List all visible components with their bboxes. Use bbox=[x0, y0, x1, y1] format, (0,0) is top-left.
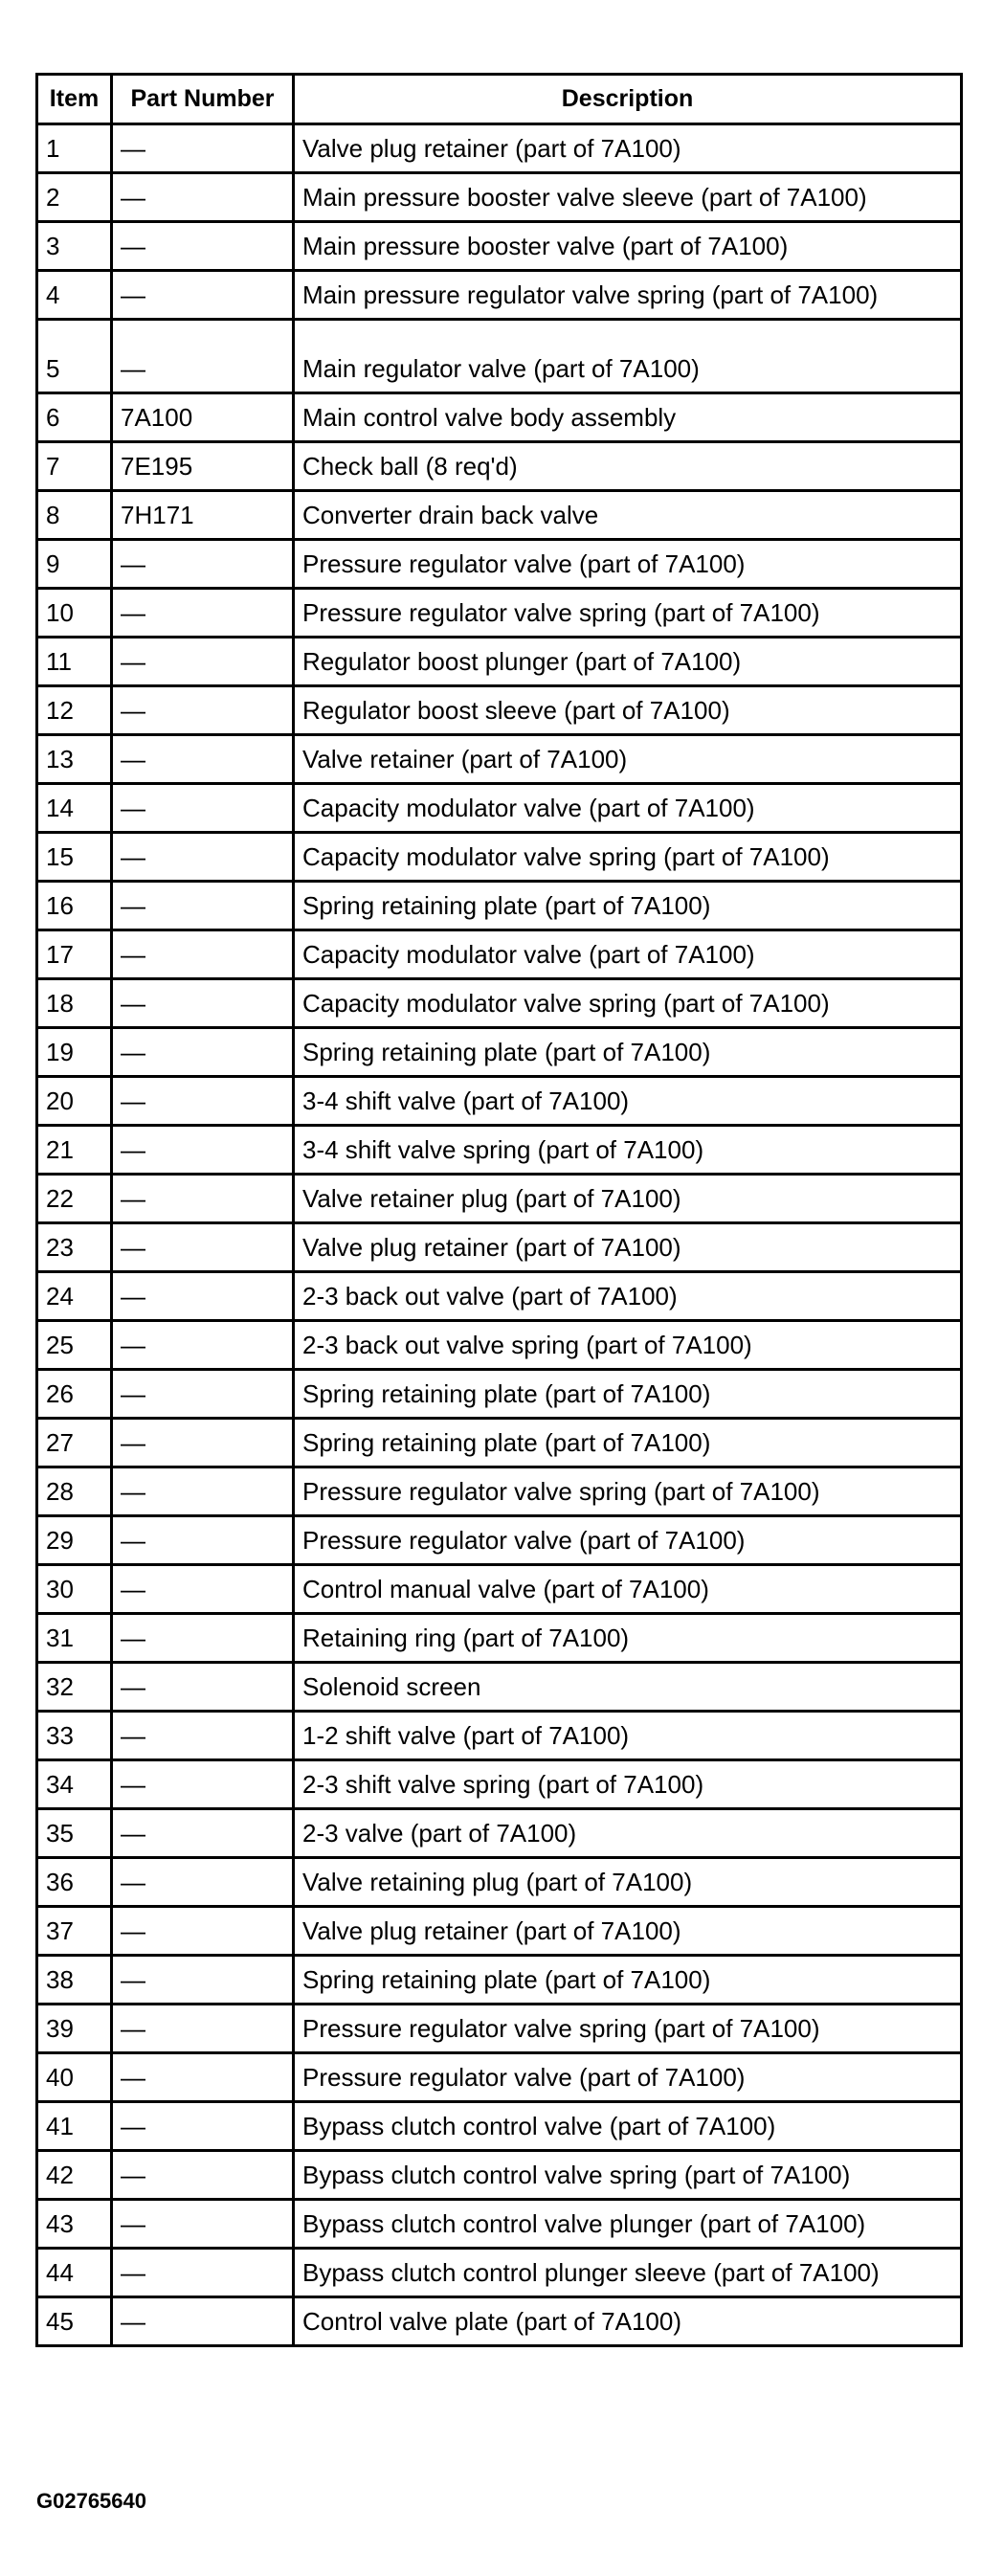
table-row bbox=[37, 1614, 962, 1663]
table-row bbox=[37, 1663, 962, 1712]
item-cell: 16 bbox=[37, 882, 112, 930]
part-number-cell: — bbox=[112, 589, 294, 638]
table-row bbox=[37, 124, 962, 173]
table-row bbox=[37, 930, 962, 979]
item-cell: 6 bbox=[37, 393, 112, 442]
part-number-cell: — bbox=[112, 1565, 294, 1614]
table-row bbox=[37, 1467, 962, 1516]
item-cell: 10 bbox=[37, 589, 112, 638]
part-number-cell: — bbox=[112, 2249, 294, 2297]
table-row bbox=[37, 271, 962, 320]
description-cell: Check ball (8 req'd) bbox=[294, 442, 962, 491]
item-cell: 33 bbox=[37, 1712, 112, 1760]
description-cell: Bypass clutch control valve plunger (part of 7A100) bbox=[294, 2200, 962, 2249]
description-cell: Bypass clutch control valve spring (part of 7A100) bbox=[294, 2151, 962, 2200]
item-cell: 43 bbox=[37, 2200, 112, 2249]
description-cell: Pressure regulator valve spring (part of 7A100) bbox=[294, 1467, 962, 1516]
item-cell: 1 bbox=[37, 124, 112, 173]
item-cell: 31 bbox=[37, 1614, 112, 1663]
description-cell: Pressure regulator valve (part of 7A100) bbox=[294, 540, 962, 589]
description-cell: Bypass clutch control plunger sleeve (part of 7A100) bbox=[294, 2249, 962, 2297]
table-row bbox=[37, 1223, 962, 1272]
table-row bbox=[37, 1956, 962, 2005]
description-cell: 3-4 shift valve (part of 7A100) bbox=[294, 1077, 962, 1126]
table-row bbox=[37, 393, 962, 442]
description-cell: Capacity modulator valve (part of 7A100) bbox=[294, 930, 962, 979]
table-row bbox=[37, 1516, 962, 1565]
part-number-cell: — bbox=[112, 882, 294, 930]
item-cell: 21 bbox=[37, 1126, 112, 1175]
part-number-cell: — bbox=[112, 2297, 294, 2346]
part-number-cell: — bbox=[112, 540, 294, 589]
item-cell: 40 bbox=[37, 2053, 112, 2102]
item-column-header: Item bbox=[37, 75, 112, 124]
table-row bbox=[37, 1321, 962, 1370]
part-number-cell: — bbox=[112, 2102, 294, 2151]
item-cell: 18 bbox=[37, 979, 112, 1028]
table-row bbox=[37, 784, 962, 833]
table-row bbox=[37, 735, 962, 784]
part-number-cell: — bbox=[112, 638, 294, 686]
description-cell: Spring retaining plate (part of 7A100) bbox=[294, 882, 962, 930]
description-cell: Control manual valve (part of 7A100) bbox=[294, 1565, 962, 1614]
description-cell: Converter drain back valve bbox=[294, 491, 962, 540]
item-cell: 37 bbox=[37, 1907, 112, 1956]
table-row bbox=[37, 1272, 962, 1321]
table-row bbox=[37, 2200, 962, 2249]
description-cell: Main pressure booster valve sleeve (part of 7A100) bbox=[294, 173, 962, 222]
table-row bbox=[37, 2297, 962, 2346]
part-number-cell: — bbox=[112, 1516, 294, 1565]
table-row bbox=[37, 1419, 962, 1467]
description-cell: Pressure regulator valve (part of 7A100) bbox=[294, 1516, 962, 1565]
part-number-cell: — bbox=[112, 1760, 294, 1809]
part-number-cell: — bbox=[112, 1126, 294, 1175]
figure-id: G02765640 bbox=[36, 2489, 146, 2513]
item-cell: 11 bbox=[37, 638, 112, 686]
part-number-cell: 7A100 bbox=[112, 393, 294, 442]
part-number-cell: — bbox=[112, 1175, 294, 1223]
item-cell: 36 bbox=[37, 1858, 112, 1907]
table-row bbox=[37, 1175, 962, 1223]
description-cell: Main pressure regulator valve spring (part of 7A100) bbox=[294, 271, 962, 320]
table-row bbox=[37, 1907, 962, 1956]
item-cell: 17 bbox=[37, 930, 112, 979]
item-cell: 42 bbox=[37, 2151, 112, 2200]
part-number-cell: — bbox=[112, 320, 294, 393]
item-cell: 45 bbox=[37, 2297, 112, 2346]
description-column-header: Description bbox=[294, 75, 962, 124]
description-cell: Retaining ring (part of 7A100) bbox=[294, 1614, 962, 1663]
part-number-cell: — bbox=[112, 1956, 294, 2005]
item-cell: 2 bbox=[37, 173, 112, 222]
table-row bbox=[37, 442, 962, 491]
part-number-cell: — bbox=[112, 1907, 294, 1956]
part-number-cell: — bbox=[112, 1028, 294, 1077]
part-number-cell: — bbox=[112, 1614, 294, 1663]
part-number-column-header: Part Number bbox=[112, 75, 294, 124]
table-row bbox=[37, 1760, 962, 1809]
description-cell: 1-2 shift valve (part of 7A100) bbox=[294, 1712, 962, 1760]
table-row bbox=[37, 320, 962, 393]
item-cell: 5 bbox=[37, 320, 112, 393]
description-cell: Regulator boost plunger (part of 7A100) bbox=[294, 638, 962, 686]
item-cell: 22 bbox=[37, 1175, 112, 1223]
item-cell: 25 bbox=[37, 1321, 112, 1370]
part-number-cell: — bbox=[112, 833, 294, 882]
description-cell: Main regulator valve (part of 7A100) bbox=[294, 320, 962, 393]
item-cell: 24 bbox=[37, 1272, 112, 1321]
description-cell: Valve plug retainer (part of 7A100) bbox=[294, 1907, 962, 1956]
description-cell: Spring retaining plate (part of 7A100) bbox=[294, 1956, 962, 2005]
part-number-cell: — bbox=[112, 1321, 294, 1370]
part-number-cell: — bbox=[112, 930, 294, 979]
table-row bbox=[37, 173, 962, 222]
table-row bbox=[37, 2053, 962, 2102]
table-row bbox=[37, 2151, 962, 2200]
table-row bbox=[37, 1809, 962, 1858]
part-number-cell: — bbox=[112, 222, 294, 271]
item-cell: 8 bbox=[37, 491, 112, 540]
part-number-cell: — bbox=[112, 1663, 294, 1712]
description-cell: Pressure regulator valve (part of 7A100) bbox=[294, 2053, 962, 2102]
part-number-cell: — bbox=[112, 1272, 294, 1321]
item-cell: 23 bbox=[37, 1223, 112, 1272]
table-row bbox=[37, 589, 962, 638]
table-row bbox=[37, 1126, 962, 1175]
part-number-cell: — bbox=[112, 1712, 294, 1760]
part-number-cell: — bbox=[112, 1419, 294, 1467]
table-row bbox=[37, 1077, 962, 1126]
item-cell: 15 bbox=[37, 833, 112, 882]
part-number-cell: — bbox=[112, 2200, 294, 2249]
description-cell: 2-3 valve (part of 7A100) bbox=[294, 1809, 962, 1858]
item-cell: 19 bbox=[37, 1028, 112, 1077]
description-cell: Solenoid screen bbox=[294, 1663, 962, 1712]
header-row bbox=[37, 75, 962, 124]
description-cell: Valve retainer (part of 7A100) bbox=[294, 735, 962, 784]
description-cell: Valve retainer plug (part of 7A100) bbox=[294, 1175, 962, 1223]
part-number-cell: — bbox=[112, 2005, 294, 2053]
table-row bbox=[37, 638, 962, 686]
description-cell: Spring retaining plate (part of 7A100) bbox=[294, 1419, 962, 1467]
item-cell: 28 bbox=[37, 1467, 112, 1516]
item-cell: 12 bbox=[37, 686, 112, 735]
part-number-cell: — bbox=[112, 2151, 294, 2200]
table-row bbox=[37, 491, 962, 540]
item-cell: 3 bbox=[37, 222, 112, 271]
description-cell: Capacity modulator valve (part of 7A100) bbox=[294, 784, 962, 833]
parts-table bbox=[35, 73, 963, 2347]
item-cell: 41 bbox=[37, 2102, 112, 2151]
item-cell: 7 bbox=[37, 442, 112, 491]
table-row bbox=[37, 2249, 962, 2297]
item-cell: 13 bbox=[37, 735, 112, 784]
part-number-cell: 7E195 bbox=[112, 442, 294, 491]
description-cell: Main control valve body assembly bbox=[294, 393, 962, 442]
part-number-cell: — bbox=[112, 979, 294, 1028]
part-number-cell: — bbox=[112, 124, 294, 173]
description-cell: 3-4 shift valve spring (part of 7A100) bbox=[294, 1126, 962, 1175]
table-row bbox=[37, 540, 962, 589]
description-cell: Regulator boost sleeve (part of 7A100) bbox=[294, 686, 962, 735]
item-cell: 14 bbox=[37, 784, 112, 833]
part-number-cell: — bbox=[112, 1223, 294, 1272]
table-row bbox=[37, 222, 962, 271]
table-row bbox=[37, 833, 962, 882]
part-number-cell: — bbox=[112, 686, 294, 735]
part-number-cell: — bbox=[112, 1858, 294, 1907]
table-row bbox=[37, 1565, 962, 1614]
description-cell: Pressure regulator valve spring (part of 7A100) bbox=[294, 589, 962, 638]
part-number-cell: — bbox=[112, 784, 294, 833]
table-row bbox=[37, 1858, 962, 1907]
part-number-cell: — bbox=[112, 173, 294, 222]
item-cell: 32 bbox=[37, 1663, 112, 1712]
description-cell: Pressure regulator valve spring (part of 7A100) bbox=[294, 2005, 962, 2053]
description-cell: 2-3 back out valve (part of 7A100) bbox=[294, 1272, 962, 1321]
part-number-cell: — bbox=[112, 2053, 294, 2102]
item-cell: 20 bbox=[37, 1077, 112, 1126]
item-cell: 38 bbox=[37, 1956, 112, 2005]
item-cell: 27 bbox=[37, 1419, 112, 1467]
table-row bbox=[37, 686, 962, 735]
description-cell: Spring retaining plate (part of 7A100) bbox=[294, 1370, 962, 1419]
description-cell: Control valve plate (part of 7A100) bbox=[294, 2297, 962, 2346]
table-row bbox=[37, 979, 962, 1028]
item-cell: 4 bbox=[37, 271, 112, 320]
table-row bbox=[37, 1028, 962, 1077]
item-cell: 26 bbox=[37, 1370, 112, 1419]
item-cell: 34 bbox=[37, 1760, 112, 1809]
item-cell: 35 bbox=[37, 1809, 112, 1858]
table-row bbox=[37, 1370, 962, 1419]
parts-table-body bbox=[37, 124, 962, 2346]
table-row bbox=[37, 2102, 962, 2151]
item-cell: 30 bbox=[37, 1565, 112, 1614]
description-cell: 2-3 shift valve spring (part of 7A100) bbox=[294, 1760, 962, 1809]
description-cell: Spring retaining plate (part of 7A100) bbox=[294, 1028, 962, 1077]
item-cell: 9 bbox=[37, 540, 112, 589]
part-number-cell: — bbox=[112, 1467, 294, 1516]
description-cell: Capacity modulator valve spring (part of 7A100) bbox=[294, 833, 962, 882]
description-cell: Valve plug retainer (part of 7A100) bbox=[294, 1223, 962, 1272]
description-cell: Bypass clutch control valve (part of 7A100) bbox=[294, 2102, 962, 2151]
table-row bbox=[37, 882, 962, 930]
item-cell: 44 bbox=[37, 2249, 112, 2297]
description-cell: 2-3 back out valve spring (part of 7A100) bbox=[294, 1321, 962, 1370]
part-number-cell: — bbox=[112, 1809, 294, 1858]
part-number-cell: — bbox=[112, 1370, 294, 1419]
part-number-cell: — bbox=[112, 1077, 294, 1126]
table-row bbox=[37, 2005, 962, 2053]
part-number-cell: 7H171 bbox=[112, 491, 294, 540]
part-number-cell: — bbox=[112, 271, 294, 320]
description-cell: Valve retaining plug (part of 7A100) bbox=[294, 1858, 962, 1907]
item-cell: 39 bbox=[37, 2005, 112, 2053]
table-row bbox=[37, 1712, 962, 1760]
item-cell: 29 bbox=[37, 1516, 112, 1565]
part-number-cell: — bbox=[112, 735, 294, 784]
description-cell: Main pressure booster valve (part of 7A100) bbox=[294, 222, 962, 271]
description-cell: Valve plug retainer (part of 7A100) bbox=[294, 124, 962, 173]
description-cell: Capacity modulator valve spring (part of 7A100) bbox=[294, 979, 962, 1028]
